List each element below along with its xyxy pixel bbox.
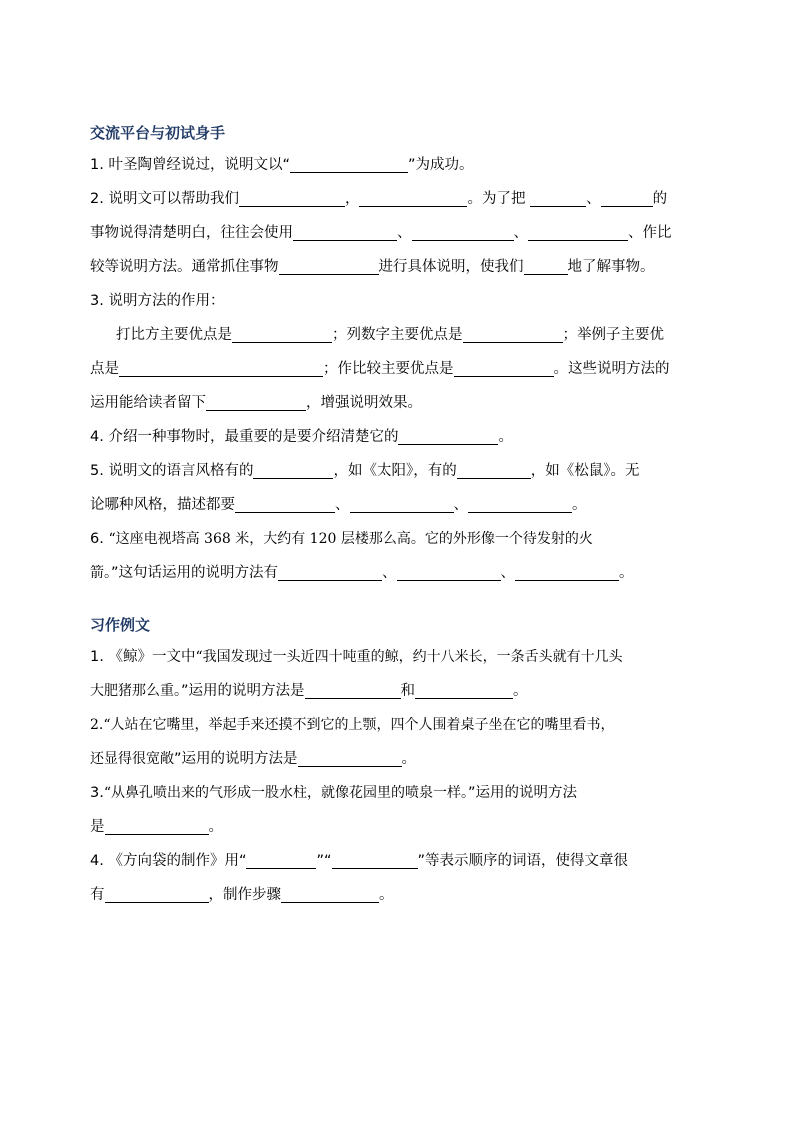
- question-text: ”等表示顺序的词语，使得文章很: [417, 853, 629, 869]
- answer-blank[interactable]: [105, 882, 209, 903]
- question-text: 。: [572, 497, 587, 513]
- question-text: 6.: [90, 531, 109, 547]
- question-2-2-line-2: [90, 742, 715, 776]
- question-text: 点是: [90, 361, 119, 377]
- answer-blank[interactable]: [332, 848, 418, 869]
- question-text: 和: [400, 683, 416, 699]
- answer-blank[interactable]: [281, 882, 379, 903]
- worksheet-content: [90, 118, 715, 912]
- question-2-1-line-2: [90, 674, 715, 708]
- question-text: 地了解事物。: [567, 259, 655, 275]
- question-1-2-line-1: [90, 182, 715, 216]
- question-text: 。: [379, 887, 394, 903]
- section-heading-sample-essays: 习作例文: [90, 616, 151, 634]
- answer-blank[interactable]: [412, 220, 514, 241]
- question-text: ”运用的说明方法是: [181, 683, 305, 699]
- question-text: ”运用的说明方法是: [174, 751, 298, 767]
- question-1-2-line-2: [90, 216, 715, 250]
- question-text: ”“: [316, 853, 332, 869]
- question-text: ；作比较主要优点是: [323, 361, 454, 377]
- question-text: 、作比: [628, 225, 672, 241]
- question-1-2-line-3: [90, 250, 715, 284]
- question-text: ，: [344, 191, 360, 207]
- question-text: 。为了把: [467, 191, 531, 207]
- quoted-text: 箭。: [90, 565, 111, 581]
- answer-blank[interactable]: [601, 186, 653, 207]
- answer-blank[interactable]: [290, 152, 408, 173]
- question-text: 3. 说明方法的作用：: [90, 293, 225, 309]
- question-2-3-line-1: [90, 776, 715, 810]
- question-1-4: [90, 420, 715, 454]
- question-text: ”这句话运用的说明方法有: [111, 565, 279, 581]
- answer-blank[interactable]: [206, 390, 306, 411]
- question-1-3-line-1: [90, 284, 715, 318]
- answer-blank[interactable]: [278, 560, 382, 581]
- question-text: 、: [382, 565, 397, 581]
- question-text: 有: [90, 887, 105, 903]
- question-text: 。: [513, 683, 528, 699]
- answer-blank[interactable]: [530, 186, 586, 207]
- answer-blank[interactable]: [239, 186, 345, 207]
- answer-blank[interactable]: [454, 356, 554, 377]
- section-spacer: [90, 590, 715, 610]
- quoted-text: 大肥猪那么重。: [90, 683, 181, 699]
- quoted-text: “这座电视塔高 368 米，大约有 120 层楼那么高。它的外形像一个待发射的火: [108, 531, 593, 547]
- answer-blank[interactable]: [119, 356, 323, 377]
- question-text: 。: [498, 429, 513, 445]
- question-text: 事物说得清楚明白，往往会使用: [90, 225, 293, 241]
- answer-blank[interactable]: [359, 186, 467, 207]
- question-text: ，制作步骤: [208, 887, 281, 903]
- question-text: 打比方主要优点是: [116, 327, 232, 343]
- answer-blank[interactable]: [235, 492, 335, 513]
- question-text: ，如《太阳》，有的: [333, 463, 457, 479]
- question-text: 进行具体说明，使我们: [378, 259, 524, 275]
- question-text: ；举例子主要优: [562, 327, 664, 343]
- question-text: 2. 说明文可以帮助我们: [90, 191, 239, 207]
- quoted-text: 还显得很宽敞: [90, 751, 174, 767]
- question-2-2-line-1: 2.“人站在它嘴里，举起手来还摸不到它的上颚，四个人围着桌子坐在它的嘴里看书，: [90, 717, 615, 733]
- answer-blank[interactable]: [524, 254, 568, 275]
- question-text: 4. 《方向袋的制作》用“: [90, 853, 247, 869]
- question-text: 、: [586, 191, 601, 207]
- answer-blank[interactable]: [105, 814, 209, 835]
- question-2-1-line-1: [90, 640, 715, 674]
- question-1-5-line-1: [90, 454, 715, 488]
- question-text: 、: [500, 565, 516, 581]
- question-1-5-line-2: [90, 488, 715, 522]
- question-1-6-line-2: [90, 556, 715, 590]
- question-text: ”运用的说明方法: [468, 785, 578, 801]
- answer-blank[interactable]: [350, 492, 454, 513]
- answer-blank[interactable]: [246, 848, 316, 869]
- question-1-3-line-4: [90, 386, 715, 420]
- question-text: 3.: [90, 785, 104, 801]
- question-text: 运用能给读者留下: [90, 395, 206, 411]
- question-1-3-line-2: [90, 318, 715, 352]
- question-text: 4. 介绍一种事物时，最重要的是要介绍清楚它的: [90, 429, 399, 445]
- answer-blank[interactable]: [528, 220, 628, 241]
- question-text: 。这些说明方法的: [553, 361, 670, 377]
- answer-blank[interactable]: [305, 678, 401, 699]
- question-text: 论哪种风格，描述都要: [90, 497, 235, 513]
- answer-blank[interactable]: [463, 322, 563, 343]
- answer-blank[interactable]: [457, 458, 531, 479]
- question-text: 1. 叶圣陶曾经说过，说明文以“: [90, 157, 290, 173]
- answer-blank[interactable]: [298, 746, 402, 767]
- answer-blank[interactable]: [253, 458, 333, 479]
- question-text: 5. 说明文的语言风格有的: [90, 463, 254, 479]
- quoted-text: “从鼻孔喷出来的气形成一股水柱，就像花园里的喷泉一样。: [103, 785, 468, 801]
- answer-blank[interactable]: [397, 560, 501, 581]
- answer-blank[interactable]: [415, 678, 513, 699]
- section-heading-communication: 交流平台与初试身手: [90, 124, 226, 142]
- question-text: 、: [335, 497, 350, 513]
- question-1-6-line-1: [90, 522, 715, 556]
- question-text: 1. 《鲸》一文中: [90, 649, 196, 665]
- question-text: 较等说明方法。通常抓住事物: [90, 259, 279, 275]
- question-1-1: [90, 148, 715, 182]
- answer-blank[interactable]: [232, 322, 332, 343]
- question-2-4-line-2: [90, 878, 715, 912]
- question-text: 、: [513, 225, 528, 241]
- question-text: 、: [453, 497, 468, 513]
- question-text: ，增强说明效果。: [306, 395, 422, 411]
- question-text: 。: [401, 751, 417, 767]
- answer-blank[interactable]: [279, 254, 379, 275]
- answer-blank[interactable]: [515, 560, 619, 581]
- quoted-text: “我国发现过一头近四十吨重的鲸，约十八米长，一条舌头就有十几头: [195, 649, 623, 665]
- question-text: ；列数字主要优点是: [332, 327, 463, 343]
- answer-blank[interactable]: [468, 492, 572, 513]
- question-text: ，如《松鼠》。无: [530, 463, 640, 479]
- question-text: 是: [90, 819, 105, 835]
- question-1-3-line-3: [90, 352, 715, 386]
- question-text: ”为成功。: [407, 157, 474, 173]
- question-text: 、: [397, 225, 412, 241]
- question-2-3-line-2: [90, 810, 715, 844]
- answer-blank[interactable]: [293, 220, 397, 241]
- question-2-4-line-1: [90, 844, 715, 878]
- question-text: 。: [619, 565, 634, 581]
- question-text: 的: [652, 191, 668, 207]
- question-text: 。: [208, 819, 223, 835]
- answer-blank[interactable]: [398, 424, 498, 445]
